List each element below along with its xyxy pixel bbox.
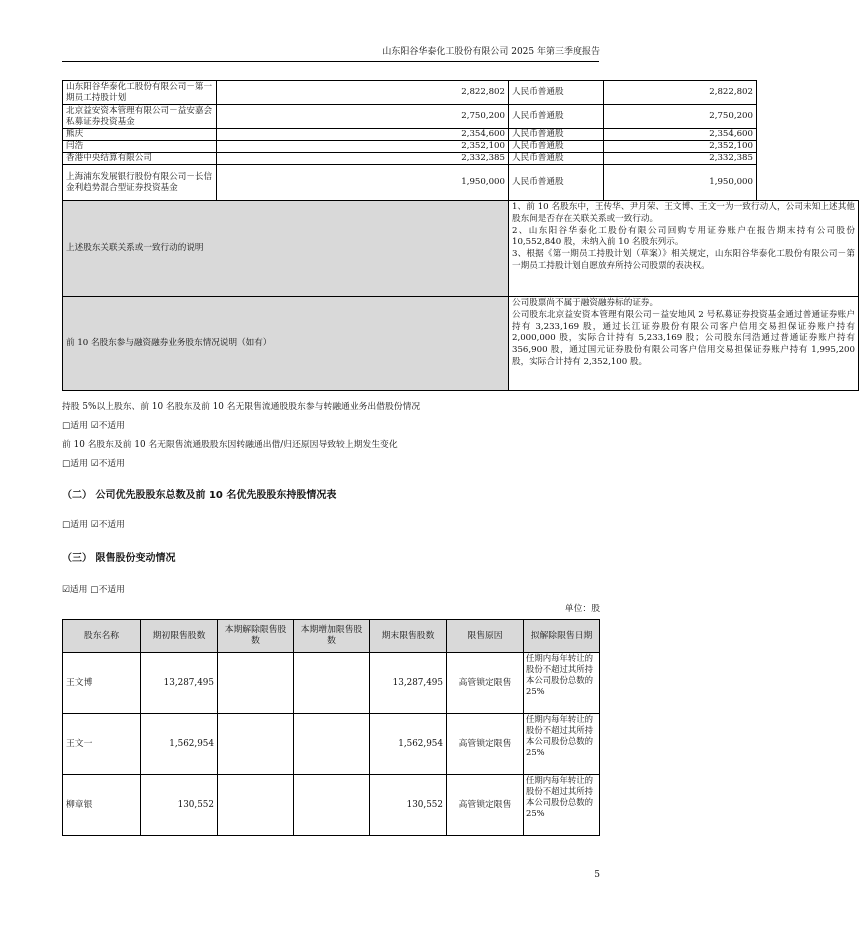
start-restricted: 1,562,954 <box>141 714 218 775</box>
share-count: 2,822,802 <box>604 81 757 105</box>
added-restricted <box>294 775 370 836</box>
change-note: 前 10 名股东及前 10 名无限售流通股股东因转融通出借/归还原因导致较上期发生变化 <box>62 440 398 450</box>
col-header: 期末限售股数 <box>370 620 447 653</box>
table-row <box>63 105 859 129</box>
end-restricted: 130,552 <box>370 775 447 836</box>
holder-name: 王文一 <box>63 714 141 775</box>
page-header: 山东阳谷华泰化工股份有限公司 2025 年第三季度报告 <box>382 47 600 57</box>
table-row <box>63 165 859 201</box>
col-header: 限售原因 <box>447 620 524 653</box>
relation-label: 上述股东关联关系或一致行动的说明 <box>63 201 509 297</box>
start-restricted: 130,552 <box>141 775 218 836</box>
financing-line: 公司股票尚不属于融资融券标的证券。 <box>512 298 659 308</box>
holder-name: 柳章银 <box>63 775 141 836</box>
shares-held: 1,950,000 <box>217 165 509 201</box>
holder-name: 王文博 <box>63 653 141 714</box>
added-restricted <box>294 653 370 714</box>
shareholder-name: 闫浩 <box>63 141 217 153</box>
release-date: 任期内每年转让的股份不超过其所持本公司股份总数的 25% <box>524 775 600 836</box>
restriction-reason: 高管锁定限售 <box>447 714 524 775</box>
col-header: 股东名称 <box>63 620 141 653</box>
added-restricted <box>294 714 370 775</box>
release-date: 任期内每年转让的股份不超过其所持本公司股份总数的 25% <box>524 653 600 714</box>
col-header: 拟解除限售日期 <box>524 620 600 653</box>
relation-line: 3、根据《第一期员工持股计划（草案）》相关规定，山东阳谷华泰化工股份有限公司－第一期员工持股计划自愿放弃所持公司股票的表决权。 <box>512 249 855 271</box>
table-row <box>63 81 859 105</box>
start-restricted: 13,287,495 <box>141 653 218 714</box>
col-header: 本期解除限售股数 <box>218 620 294 653</box>
col-header: 期初限售股数 <box>141 620 218 653</box>
shareholder-name: 上海浦东发展银行股份有限公司－长信金利趋势混合型证券投资基金 <box>63 165 217 201</box>
table-header-row <box>63 620 600 653</box>
table-row <box>63 653 600 714</box>
share-type: 人民币普通股 <box>509 153 604 165</box>
section-2-title: （二） 公司优先股股东总数及前 10 名优先股股东持股情况表 <box>62 490 337 501</box>
shares-held: 2,822,802 <box>217 81 509 105</box>
col-header: 本期增加限售股数 <box>294 620 370 653</box>
financing-row <box>63 297 859 391</box>
shareholder-name: 香港中央结算有限公司 <box>63 153 217 165</box>
end-restricted: 13,287,495 <box>370 653 447 714</box>
released-restricted <box>218 775 294 836</box>
financing-note <box>509 297 859 391</box>
checkbox-na-3: □适用 ☑不适用 <box>62 520 125 530</box>
shares-held: 2,332,385 <box>217 153 509 165</box>
share-count: 2,352,100 <box>604 141 757 153</box>
table-row <box>63 129 859 141</box>
restriction-reason: 高管锁定限售 <box>447 775 524 836</box>
share-type: 人民币普通股 <box>509 165 604 201</box>
restricted-shares-table <box>62 619 600 836</box>
share-type: 人民币普通股 <box>509 105 604 129</box>
page-number: 5 <box>594 870 600 880</box>
released-restricted <box>218 653 294 714</box>
relation-line: 1、前 10 名股东中，王传华、尹月荣、王文博、王文一为一致行动人，公司未知上述其他股东间是否存在关联关系或一致行动。 <box>512 202 855 224</box>
end-restricted: 1,562,954 <box>370 714 447 775</box>
share-count: 2,354,600 <box>604 129 757 141</box>
shares-held: 2,352,100 <box>217 141 509 153</box>
release-date: 任期内每年转让的股份不超过其所持本公司股份总数的 25% <box>524 714 600 775</box>
table-row <box>63 775 600 836</box>
top-shareholders-table <box>62 80 859 391</box>
relation-line: 2、山东阳谷华泰化工股份有限公司回购专用证券账户在报告期末持有公司股份 10,552,840 股，未纳入前 10 名股东列示。 <box>512 225 855 248</box>
shareholder-name: 熊庆 <box>63 129 217 141</box>
relation-row <box>63 201 859 297</box>
section-3-title: （三） 限售股份变动情况 <box>62 553 176 564</box>
share-type: 人民币普通股 <box>509 81 604 105</box>
financing-line: 公司股东北京益安资本管理有限公司－益安地风 2 号私募证券投资基金通过普通证券账户持有 3,233,169 股，通过长江证券股份有限公司客户信用交易担保证券账户持有 2,000,000 股，实际合计持有 5,233,169 股；公司股东闫浩通过普通证券账户持有 356,900 股，通过国元证券股份有限公司客户信用交易担保证券账户持有 1,995,200 股，实际合计持有 2,352,100 股。 <box>512 309 855 367</box>
share-count: 1,950,000 <box>604 165 757 201</box>
financing-label: 前 10 名股东参与融资融券业务股东情况说明（如有） <box>63 297 509 391</box>
shares-held: 2,354,600 <box>217 129 509 141</box>
share-type: 人民币普通股 <box>509 129 604 141</box>
checkbox-na-1: □适用 ☑不适用 <box>62 421 125 431</box>
shareholder-name: 北京益安资本管理有限公司－益安嘉会私募证券投资基金 <box>63 105 217 129</box>
share-count: 2,750,200 <box>604 105 757 129</box>
table-row <box>63 153 859 165</box>
checkbox-applicable: ☑适用 □不适用 <box>62 585 125 595</box>
share-count: 2,332,385 <box>604 153 757 165</box>
shares-held: 2,750,200 <box>217 105 509 129</box>
relation-note <box>509 201 859 297</box>
lending-note: 持股 5%以上股东、前 10 名股东及前 10 名无限售流通股股东参与转融通业务出借股份情况 <box>62 402 421 412</box>
restriction-reason: 高管锁定限售 <box>447 653 524 714</box>
released-restricted <box>218 714 294 775</box>
shareholder-name: 山东阳谷华泰化工股份有限公司－第一期员工持股计划 <box>63 81 217 105</box>
table-row <box>63 714 600 775</box>
header-rule <box>62 61 599 62</box>
share-type: 人民币普通股 <box>509 141 604 153</box>
table-row <box>63 141 859 153</box>
checkbox-na-2: □适用 ☑不适用 <box>62 459 125 469</box>
unit-label: 单位：股 <box>564 604 600 614</box>
